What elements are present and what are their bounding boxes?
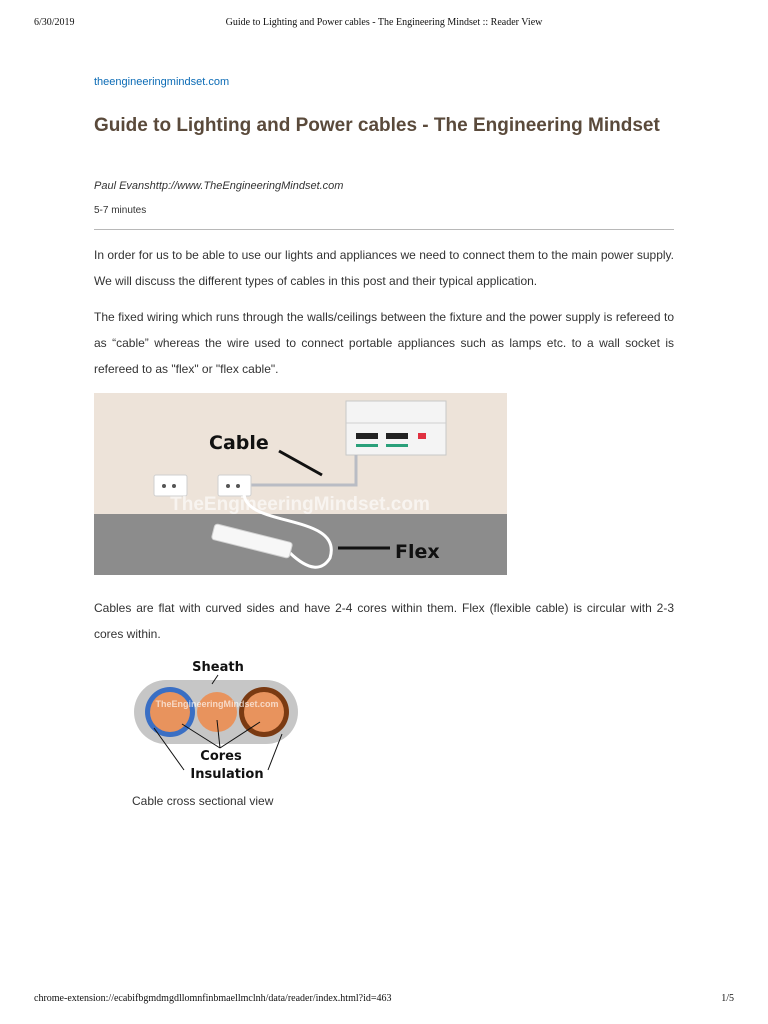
cable-and-flex-illustration [94,393,507,575]
print-header [34,17,734,31]
print-footer [34,993,734,1007]
cores-label: Cores [200,749,242,764]
sheath-label: Sheath [192,660,244,675]
core-left [150,692,190,732]
consumer-unit [346,401,446,455]
page-number: 1/5 [721,993,734,1004]
core-right [244,692,284,732]
article-byline: Paul Evanshttp://www.TheEngineeringMindset.com [94,180,344,192]
wall-socket-left [154,475,187,496]
insulation-label: Insulation [190,767,264,782]
article-title: Guide to Lighting and Power cables - The Engineering Mindset [94,115,660,136]
wall-socket-right [218,475,251,496]
flex-label: Flex [395,541,440,563]
figure-caption: Cable cross sectional view [132,794,274,808]
print-url: chrome-extension://ecabifbgmdmgdllomnfinbmaellmclnh/data/reader/index.html?id=463 [34,993,392,1004]
watermark-text: TheEngineeringMindset.com [155,699,279,709]
cable-label: Cable [209,432,269,454]
reading-time: 5-7 minutes [94,205,147,216]
paragraph-cable-types: Cables are flat with curved sides and have 2-4 cores within them. Flex (flexible cable) is circular with 2-3 cores within. [94,601,674,641]
source-domain-link[interactable]: theengineeringmindset.com [94,76,230,88]
cable-cross-section-diagram [132,652,302,784]
paragraph-intro: In order for us to be able to use our lights and appliances we need to connect them to the main power supply. We will discuss the different types of cables in this post and their typical application. [94,248,674,288]
print-page-title: Guide to Lighting and Power cables - The Engineering Mindset :: Reader View [225,17,543,28]
print-date: 6/30/2019 [34,17,75,28]
paragraph-cable-vs-flex: The fixed wiring which runs through the walls/ceilings between the fixture and the power supply is refereed to as “cable” whereas the wire used to connect portable appliances such as lamps etc. to a wall socket is refereed to as "flex" or "flex cable". [94,310,674,376]
watermark-text: TheEngineeringMindset.com [170,494,430,515]
core-middle [197,692,237,732]
header-divider [94,229,674,230]
